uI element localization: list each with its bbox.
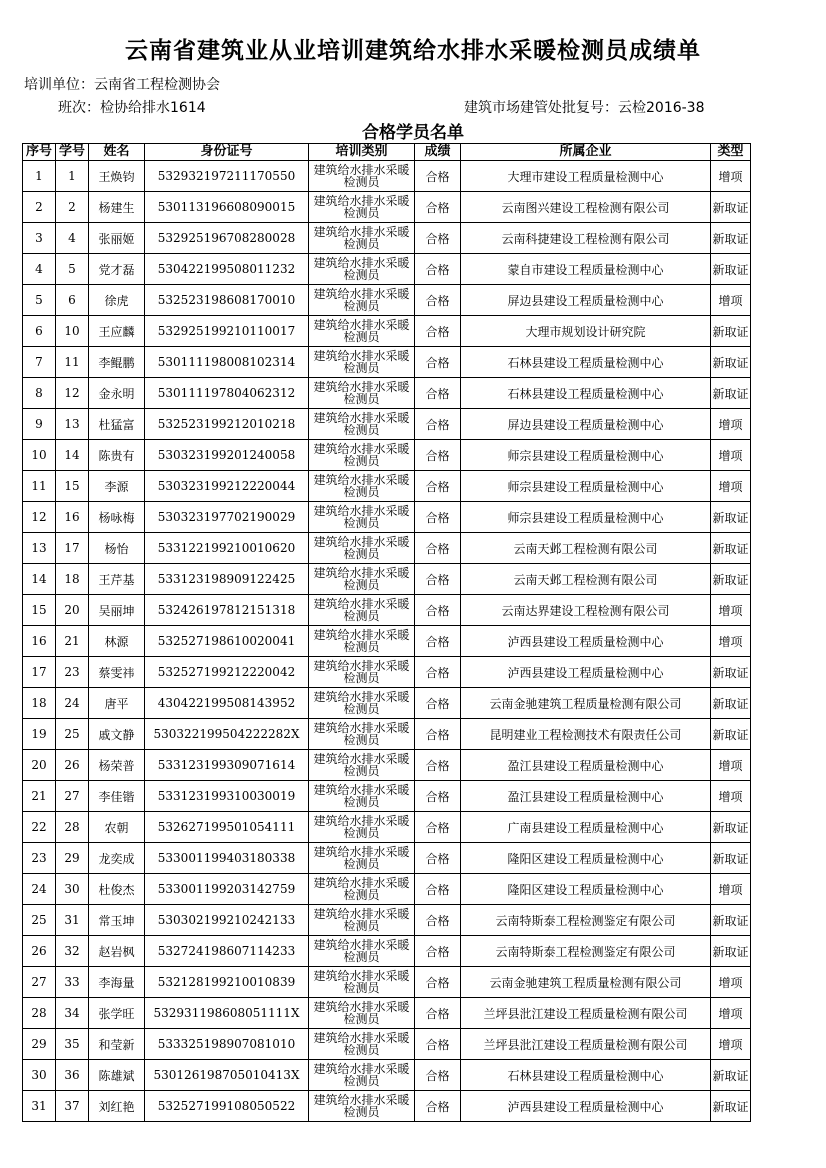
name-cell: 戚文静 [89, 719, 145, 750]
score-cell: 合格 [415, 874, 461, 905]
table-row [23, 750, 751, 781]
student-no-cell: 20 [56, 595, 89, 626]
header-cell: 类型 [711, 144, 751, 161]
type-cell: 增项 [711, 967, 751, 998]
score-cell: 合格 [415, 192, 461, 223]
header-cell: 身份证号 [145, 144, 309, 161]
table-row [23, 471, 751, 502]
company-cell: 屏边县建设工程质量检测中心 [461, 409, 711, 440]
id-number-cell: 530422199508011232 [145, 254, 309, 285]
company-cell: 昆明建业工程检测技术有限责任公司 [461, 719, 711, 750]
table-row [23, 843, 751, 874]
student-no-cell: 25 [56, 719, 89, 750]
table-row [23, 905, 751, 936]
name-cell: 李鲲鹏 [89, 347, 145, 378]
score-cell: 合格 [415, 161, 461, 192]
student-no-cell: 16 [56, 502, 89, 533]
id-number-cell: 532925199210110017 [145, 316, 309, 347]
student-no-cell: 32 [56, 936, 89, 967]
training-category-cell: 建筑给水排水采暖检测员 [309, 688, 415, 719]
training-category-cell: 建筑给水排水采暖检测员 [309, 967, 415, 998]
seq-cell: 19 [23, 719, 56, 750]
name-cell: 杨建生 [89, 192, 145, 223]
name-cell: 李佳锴 [89, 781, 145, 812]
id-number-cell: 532925196708280028 [145, 223, 309, 254]
id-number-cell: 530323197702190029 [145, 502, 309, 533]
table-row [23, 285, 751, 316]
type-cell: 新取证 [711, 316, 751, 347]
score-cell: 合格 [415, 998, 461, 1029]
score-cell: 合格 [415, 843, 461, 874]
id-number-cell: 530302199210242133 [145, 905, 309, 936]
name-cell: 和莹新 [89, 1029, 145, 1060]
training-category-cell: 建筑给水排水采暖检测员 [309, 719, 415, 750]
company-cell: 师宗县建设工程质量检测中心 [461, 440, 711, 471]
type-cell: 新取证 [711, 905, 751, 936]
company-cell: 云南图兴建设工程检测有限公司 [461, 192, 711, 223]
seq-cell: 7 [23, 347, 56, 378]
table-row [23, 161, 751, 192]
type-cell: 新取证 [711, 1060, 751, 1091]
score-cell: 合格 [415, 285, 461, 316]
id-number-cell: 530113196608090015 [145, 192, 309, 223]
id-number-cell: 530322199504222282X [145, 719, 309, 750]
seq-cell: 8 [23, 378, 56, 409]
name-cell: 杜猛富 [89, 409, 145, 440]
type-cell: 增项 [711, 285, 751, 316]
seq-cell: 10 [23, 440, 56, 471]
seq-cell: 5 [23, 285, 56, 316]
type-cell: 新取证 [711, 347, 751, 378]
seq-cell: 27 [23, 967, 56, 998]
company-cell: 云南金驰建筑工程质量检测有限公司 [461, 967, 711, 998]
table-row [23, 254, 751, 285]
company-cell: 云南达界建设工程检测有限公司 [461, 595, 711, 626]
training-category-cell: 建筑给水排水采暖检测员 [309, 409, 415, 440]
table-header-row [23, 144, 751, 161]
company-cell: 盈江县建设工程质量检测中心 [461, 750, 711, 781]
student-no-cell: 4 [56, 223, 89, 254]
student-no-cell: 34 [56, 998, 89, 1029]
header-cell: 培训类别 [309, 144, 415, 161]
company-cell: 师宗县建设工程质量检测中心 [461, 502, 711, 533]
table-row [23, 626, 751, 657]
seq-cell: 29 [23, 1029, 56, 1060]
training-category-cell: 建筑给水排水采暖检测员 [309, 626, 415, 657]
seq-cell: 11 [23, 471, 56, 502]
type-cell: 增项 [711, 750, 751, 781]
id-number-cell: 532724198607114233 [145, 936, 309, 967]
id-number-cell: 530323199201240058 [145, 440, 309, 471]
student-no-cell: 30 [56, 874, 89, 905]
training-category-cell: 建筑给水排水采暖检测员 [309, 657, 415, 688]
training-category-cell: 建筑给水排水采暖检测员 [309, 812, 415, 843]
table-row [23, 719, 751, 750]
name-cell: 常玉坤 [89, 905, 145, 936]
type-cell: 增项 [711, 161, 751, 192]
name-cell: 蔡雯祎 [89, 657, 145, 688]
student-no-cell: 29 [56, 843, 89, 874]
name-cell: 刘红艳 [89, 1091, 145, 1122]
name-cell: 杨荣普 [89, 750, 145, 781]
class-number: 班次：检协给排水1614 [58, 100, 206, 116]
student-no-cell: 37 [56, 1091, 89, 1122]
name-cell: 李海量 [89, 967, 145, 998]
type-cell: 增项 [711, 998, 751, 1029]
name-cell: 王焕钧 [89, 161, 145, 192]
id-number-cell: 532527199108050522 [145, 1091, 309, 1122]
type-cell: 新取证 [711, 812, 751, 843]
type-cell: 新取证 [711, 378, 751, 409]
id-number-cell: 530111197804062312 [145, 378, 309, 409]
seq-cell: 18 [23, 688, 56, 719]
type-cell: 增项 [711, 874, 751, 905]
seq-cell: 26 [23, 936, 56, 967]
training-category-cell: 建筑给水排水采暖检测员 [309, 998, 415, 1029]
table-row [23, 595, 751, 626]
name-cell: 王芹基 [89, 564, 145, 595]
score-cell: 合格 [415, 1060, 461, 1091]
name-cell: 张丽姬 [89, 223, 145, 254]
student-no-cell: 12 [56, 378, 89, 409]
score-cell: 合格 [415, 595, 461, 626]
student-no-cell: 11 [56, 347, 89, 378]
header-cell: 序号 [23, 144, 56, 161]
table-row [23, 192, 751, 223]
table-row [23, 967, 751, 998]
student-no-cell: 31 [56, 905, 89, 936]
id-number-cell: 532931198608051111X [145, 998, 309, 1029]
table-body [23, 161, 751, 1122]
student-no-cell: 5 [56, 254, 89, 285]
table-row [23, 564, 751, 595]
table-row [23, 936, 751, 967]
table-row [23, 378, 751, 409]
student-no-cell: 1 [56, 161, 89, 192]
seq-cell: 6 [23, 316, 56, 347]
training-category-cell: 建筑给水排水采暖检测员 [309, 254, 415, 285]
seq-cell: 30 [23, 1060, 56, 1091]
table-row [23, 1060, 751, 1091]
name-cell: 党才磊 [89, 254, 145, 285]
seq-cell: 2 [23, 192, 56, 223]
company-cell: 云南科捷建设工程检测有限公司 [461, 223, 711, 254]
student-no-cell: 14 [56, 440, 89, 471]
score-cell: 合格 [415, 781, 461, 812]
header-cell: 所属企业 [461, 144, 711, 161]
student-no-cell: 27 [56, 781, 89, 812]
type-cell: 增项 [711, 626, 751, 657]
seq-cell: 22 [23, 812, 56, 843]
company-cell: 石林县建设工程质量检测中心 [461, 347, 711, 378]
table-row [23, 440, 751, 471]
student-no-cell: 21 [56, 626, 89, 657]
document-title: 云南省建筑业从业培训建筑给水排水采暖检测员成绩单 [125, 38, 701, 64]
student-no-cell: 35 [56, 1029, 89, 1060]
table-row [23, 998, 751, 1029]
name-cell: 张学旺 [89, 998, 145, 1029]
student-no-cell: 10 [56, 316, 89, 347]
score-cell: 合格 [415, 502, 461, 533]
type-cell: 新取证 [711, 688, 751, 719]
score-cell: 合格 [415, 626, 461, 657]
id-number-cell: 533123199309071614 [145, 750, 309, 781]
company-cell: 大理市建设工程质量检测中心 [461, 161, 711, 192]
training-category-cell: 建筑给水排水采暖检测员 [309, 1029, 415, 1060]
id-number-cell: 533122199210010620 [145, 533, 309, 564]
training-category-cell: 建筑给水排水采暖检测员 [309, 843, 415, 874]
seq-cell: 12 [23, 502, 56, 533]
name-cell: 吴丽坤 [89, 595, 145, 626]
training-category-cell: 建筑给水排水采暖检测员 [309, 564, 415, 595]
training-category-cell: 建筑给水排水采暖检测员 [309, 192, 415, 223]
seq-cell: 1 [23, 161, 56, 192]
table-row [23, 657, 751, 688]
name-cell: 徐虎 [89, 285, 145, 316]
seq-cell: 13 [23, 533, 56, 564]
name-cell: 杜俊杰 [89, 874, 145, 905]
training-category-cell: 建筑给水排水采暖检测员 [309, 1091, 415, 1122]
score-cell: 合格 [415, 440, 461, 471]
type-cell: 新取证 [711, 223, 751, 254]
training-category-cell: 建筑给水排水采暖检测员 [309, 223, 415, 254]
score-cell: 合格 [415, 1029, 461, 1060]
score-cell: 合格 [415, 533, 461, 564]
id-number-cell: 533123199310030019 [145, 781, 309, 812]
score-cell: 合格 [415, 564, 461, 595]
type-cell: 增项 [711, 781, 751, 812]
training-category-cell: 建筑给水排水采暖检测员 [309, 905, 415, 936]
id-number-cell: 532128199210010839 [145, 967, 309, 998]
student-no-cell: 18 [56, 564, 89, 595]
name-cell: 杨怡 [89, 533, 145, 564]
score-cell: 合格 [415, 719, 461, 750]
id-number-cell: 530323199212220044 [145, 471, 309, 502]
seq-cell: 17 [23, 657, 56, 688]
training-category-cell: 建筑给水排水采暖检测员 [309, 936, 415, 967]
type-cell: 新取证 [711, 192, 751, 223]
student-no-cell: 36 [56, 1060, 89, 1091]
company-cell: 云南金驰建筑工程质量检测有限公司 [461, 688, 711, 719]
id-number-cell: 530126198705010413X [145, 1060, 309, 1091]
table-row [23, 874, 751, 905]
training-category-cell: 建筑给水排水采暖检测员 [309, 347, 415, 378]
training-category-cell: 建筑给水排水采暖检测员 [309, 595, 415, 626]
company-cell: 兰坪县沘江建设工程质量检测有限公司 [461, 1029, 711, 1060]
student-no-cell: 23 [56, 657, 89, 688]
seq-cell: 4 [23, 254, 56, 285]
name-cell: 王应麟 [89, 316, 145, 347]
header-cell: 成绩 [415, 144, 461, 161]
company-cell: 云南天邺工程检测有限公司 [461, 564, 711, 595]
seq-cell: 23 [23, 843, 56, 874]
training-category-cell: 建筑给水排水采暖检测员 [309, 471, 415, 502]
type-cell: 新取证 [711, 533, 751, 564]
training-category-cell: 建筑给水排水采暖检测员 [309, 378, 415, 409]
id-number-cell: 532523199212010218 [145, 409, 309, 440]
type-cell: 增项 [711, 1029, 751, 1060]
score-cell: 合格 [415, 657, 461, 688]
name-cell: 金永明 [89, 378, 145, 409]
name-cell: 林源 [89, 626, 145, 657]
company-cell: 石林县建设工程质量检测中心 [461, 1060, 711, 1091]
score-cell: 合格 [415, 812, 461, 843]
type-cell: 新取证 [711, 254, 751, 285]
seq-cell: 14 [23, 564, 56, 595]
score-cell: 合格 [415, 347, 461, 378]
type-cell: 新取证 [711, 1091, 751, 1122]
type-cell: 新取证 [711, 502, 751, 533]
header-cell: 学号 [56, 144, 89, 161]
id-number-cell: 430422199508143952 [145, 688, 309, 719]
company-cell: 泸西县建设工程质量检测中心 [461, 657, 711, 688]
score-cell: 合格 [415, 750, 461, 781]
company-cell: 泸西县建设工程质量检测中心 [461, 626, 711, 657]
table-row [23, 1029, 751, 1060]
id-number-cell: 532627199501054111 [145, 812, 309, 843]
id-number-cell: 532527198610020041 [145, 626, 309, 657]
seq-cell: 3 [23, 223, 56, 254]
student-no-cell: 24 [56, 688, 89, 719]
table-row [23, 812, 751, 843]
name-cell: 陈贵有 [89, 440, 145, 471]
type-cell: 增项 [711, 440, 751, 471]
type-cell: 新取证 [711, 936, 751, 967]
type-cell: 新取证 [711, 843, 751, 874]
company-cell: 盈江县建设工程质量检测中心 [461, 781, 711, 812]
table-row [23, 223, 751, 254]
training-category-cell: 建筑给水排水采暖检测员 [309, 750, 415, 781]
name-cell: 龙奕成 [89, 843, 145, 874]
training-unit: 培训单位：云南省工程检测协会 [24, 77, 220, 93]
company-cell: 云南特斯泰工程检测鉴定有限公司 [461, 936, 711, 967]
student-no-cell: 33 [56, 967, 89, 998]
type-cell: 增项 [711, 595, 751, 626]
id-number-cell: 533001199203142759 [145, 874, 309, 905]
training-category-cell: 建筑给水排水采暖检测员 [309, 440, 415, 471]
training-category-cell: 建筑给水排水采暖检测员 [309, 1060, 415, 1091]
seq-cell: 20 [23, 750, 56, 781]
score-cell: 合格 [415, 688, 461, 719]
company-cell: 泸西县建设工程质量检测中心 [461, 1091, 711, 1122]
training-category-cell: 建筑给水排水采暖检测员 [309, 502, 415, 533]
type-cell: 新取证 [711, 719, 751, 750]
company-cell: 兰坪县沘江建设工程质量检测有限公司 [461, 998, 711, 1029]
table-row [23, 781, 751, 812]
company-cell: 隆阳区建设工程质量检测中心 [461, 874, 711, 905]
company-cell: 云南天邺工程检测有限公司 [461, 533, 711, 564]
seq-cell: 9 [23, 409, 56, 440]
student-no-cell: 28 [56, 812, 89, 843]
type-cell: 新取证 [711, 564, 751, 595]
seq-cell: 15 [23, 595, 56, 626]
company-cell: 广南县建设工程质量检测中心 [461, 812, 711, 843]
seq-cell: 28 [23, 998, 56, 1029]
header-cell: 姓名 [89, 144, 145, 161]
table-row [23, 347, 751, 378]
approval-number: 建筑市场建管处批复号：云检2016-38 [464, 100, 705, 116]
company-cell: 云南特斯泰工程检测鉴定有限公司 [461, 905, 711, 936]
id-number-cell: 532527199212220042 [145, 657, 309, 688]
score-cell: 合格 [415, 936, 461, 967]
score-cell: 合格 [415, 409, 461, 440]
name-cell: 农朝 [89, 812, 145, 843]
company-cell: 石林县建设工程质量检测中心 [461, 378, 711, 409]
score-cell: 合格 [415, 905, 461, 936]
company-cell: 大理市规划设计研究院 [461, 316, 711, 347]
training-category-cell: 建筑给水排水采暖检测员 [309, 533, 415, 564]
student-no-cell: 6 [56, 285, 89, 316]
training-category-cell: 建筑给水排水采暖检测员 [309, 874, 415, 905]
score-cell: 合格 [415, 471, 461, 502]
score-cell: 合格 [415, 378, 461, 409]
training-category-cell: 建筑给水排水采暖检测员 [309, 285, 415, 316]
table-row [23, 502, 751, 533]
seq-cell: 24 [23, 874, 56, 905]
name-cell: 杨咏梅 [89, 502, 145, 533]
type-cell: 新取证 [711, 657, 751, 688]
table-row [23, 688, 751, 719]
score-cell: 合格 [415, 1091, 461, 1122]
seq-cell: 21 [23, 781, 56, 812]
type-cell: 增项 [711, 409, 751, 440]
student-no-cell: 15 [56, 471, 89, 502]
training-category-cell: 建筑给水排水采暖检测员 [309, 781, 415, 812]
company-cell: 蒙自市建设工程质量检测中心 [461, 254, 711, 285]
table-row [23, 409, 751, 440]
company-cell: 屏边县建设工程质量检测中心 [461, 285, 711, 316]
list-title: 合格学员名单 [362, 123, 464, 143]
company-cell: 隆阳区建设工程质量检测中心 [461, 843, 711, 874]
type-cell: 增项 [711, 471, 751, 502]
student-no-cell: 2 [56, 192, 89, 223]
seq-cell: 31 [23, 1091, 56, 1122]
company-cell: 师宗县建设工程质量检测中心 [461, 471, 711, 502]
id-number-cell: 532426197812151318 [145, 595, 309, 626]
seq-cell: 25 [23, 905, 56, 936]
table-row [23, 533, 751, 564]
score-cell: 合格 [415, 223, 461, 254]
results-table [22, 143, 751, 1122]
student-no-cell: 13 [56, 409, 89, 440]
name-cell: 赵岩枫 [89, 936, 145, 967]
name-cell: 陈雄斌 [89, 1060, 145, 1091]
seq-cell: 16 [23, 626, 56, 657]
score-cell: 合格 [415, 316, 461, 347]
training-category-cell: 建筑给水排水采暖检测员 [309, 161, 415, 192]
id-number-cell: 533001199403180338 [145, 843, 309, 874]
table-row [23, 316, 751, 347]
id-number-cell: 532932197211170550 [145, 161, 309, 192]
id-number-cell: 533123198909122425 [145, 564, 309, 595]
name-cell: 李源 [89, 471, 145, 502]
table-row [23, 1091, 751, 1122]
id-number-cell: 533325198907081010 [145, 1029, 309, 1060]
name-cell: 唐平 [89, 688, 145, 719]
id-number-cell: 532523198608170010 [145, 285, 309, 316]
training-category-cell: 建筑给水排水采暖检测员 [309, 316, 415, 347]
student-no-cell: 26 [56, 750, 89, 781]
student-no-cell: 17 [56, 533, 89, 564]
id-number-cell: 530111198008102314 [145, 347, 309, 378]
score-cell: 合格 [415, 967, 461, 998]
score-cell: 合格 [415, 254, 461, 285]
